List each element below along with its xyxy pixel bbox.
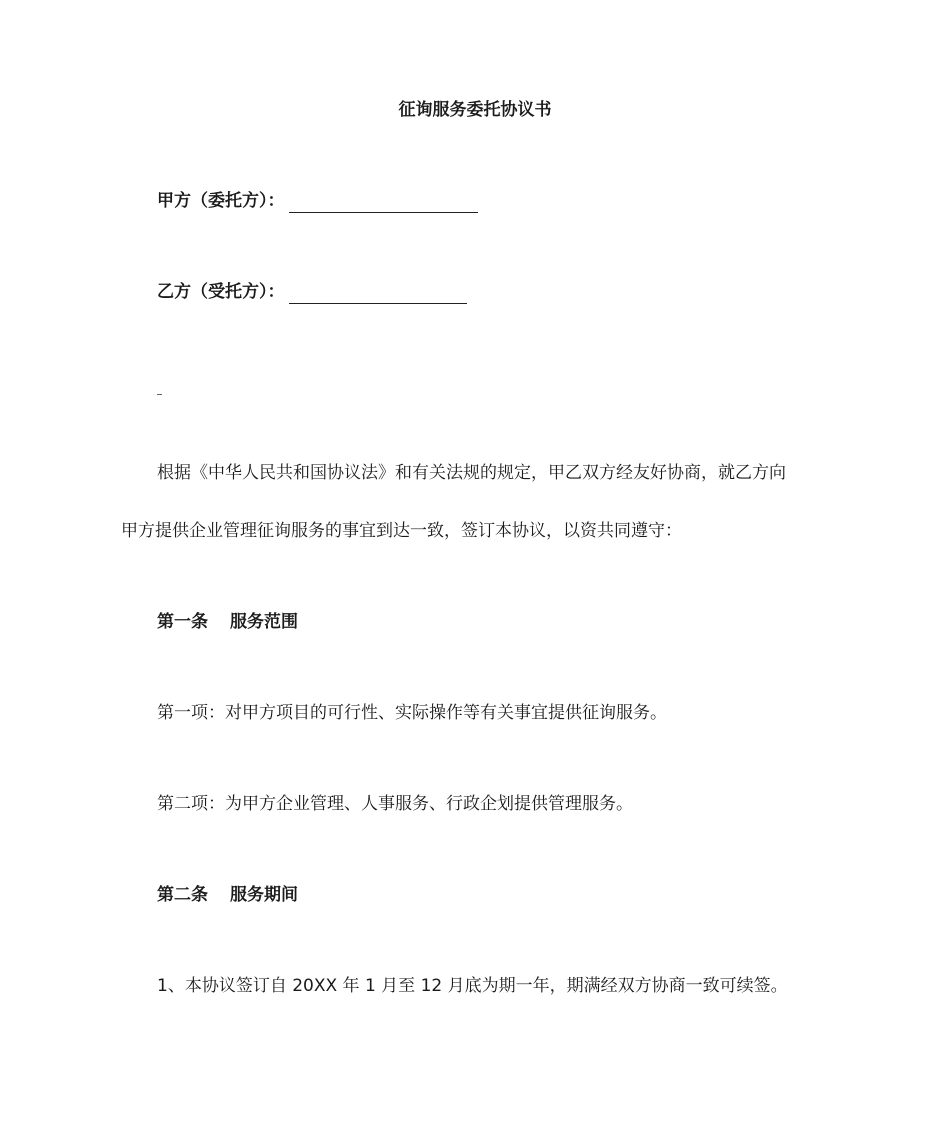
article-2-heading [157,883,298,907]
stray-mark [157,394,162,395]
article-2-number: 第二条 [157,885,208,905]
party-a-blank [289,194,478,213]
party-a-label: 甲方（委托方）： [157,191,285,211]
document-title: 征询服务委托协议书 [398,100,552,120]
party-b-blank [289,285,467,304]
article-2-title: 服务期间 [230,885,298,905]
article-1-title: 服务范围 [230,612,298,632]
article-1-item-1: 第一项：对甲方项目的可行性、实际操作等有关事宜提供征询服务。 [157,703,667,723]
article-1-item-2: 第二项：为甲方企业管理、人事服务、行政企划提供管理服务。 [157,794,633,814]
article-2-item-1: 1、本协议签订自 20XX 年 1 月至 12 月底为期一年，期满经双方协商一致可续签。 [157,976,788,996]
party-b-row [157,280,467,304]
party-a-row [157,189,478,213]
preamble-line-1: 根据《中华人民共和国协议法》和有关法规的规定，甲乙双方经友好协商，就乙方向 [157,463,786,483]
article-1-number: 第一条 [157,612,208,632]
party-b-label: 乙方（受托方）： [157,282,285,302]
article-1-heading [157,610,298,634]
preamble-line-2: 甲方提供企业管理征询服务的事宜到达一致，签订本协议，以资共同遵守： [121,521,682,541]
